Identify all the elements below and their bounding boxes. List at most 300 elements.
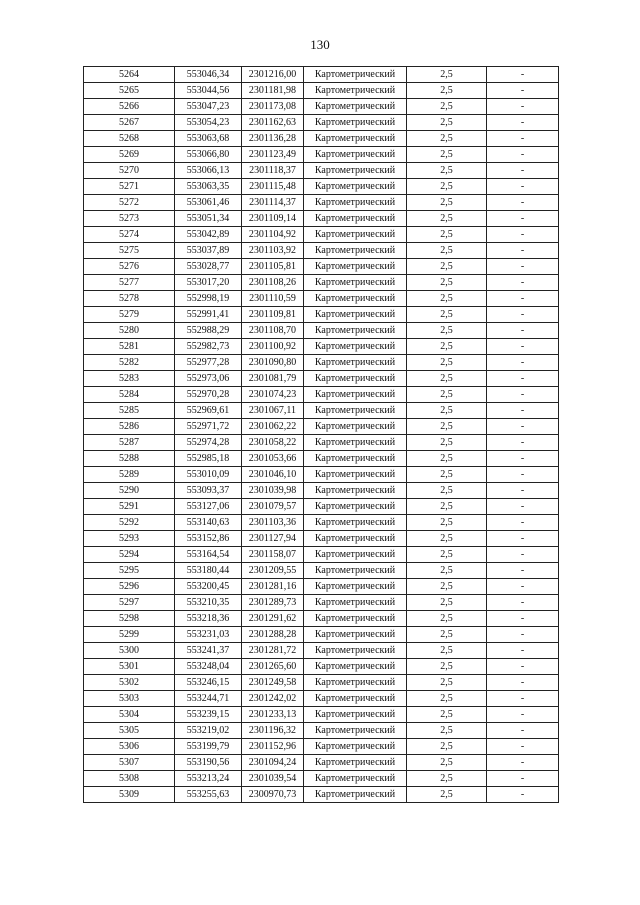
- method-cell: Картометрический: [304, 147, 407, 163]
- point-number-cell: 5299: [84, 627, 175, 643]
- point-number-cell: 5288: [84, 451, 175, 467]
- table-row: [84, 675, 559, 691]
- accuracy-cell: 2,5: [407, 243, 487, 259]
- y-coordinate-cell: 2301110,59: [242, 291, 304, 307]
- accuracy-cell: 2,5: [407, 723, 487, 739]
- method-cell: Картометрический: [304, 211, 407, 227]
- y-coordinate-cell: 2301074,23: [242, 387, 304, 403]
- accuracy-cell: 2,5: [407, 675, 487, 691]
- description-cell: -: [487, 67, 559, 83]
- method-cell: Картометрический: [304, 291, 407, 307]
- description-cell: -: [487, 115, 559, 131]
- accuracy-cell: 2,5: [407, 339, 487, 355]
- method-cell: Картометрический: [304, 723, 407, 739]
- method-cell: Картометрический: [304, 451, 407, 467]
- method-cell: Картометрический: [304, 435, 407, 451]
- description-cell: -: [487, 627, 559, 643]
- x-coordinate-cell: 553210,35: [175, 595, 242, 611]
- y-coordinate-cell: 2301039,54: [242, 771, 304, 787]
- point-number-cell: 5293: [84, 531, 175, 547]
- description-cell: -: [487, 483, 559, 499]
- description-cell: -: [487, 723, 559, 739]
- description-cell: -: [487, 531, 559, 547]
- method-cell: Картометрический: [304, 515, 407, 531]
- accuracy-cell: 2,5: [407, 531, 487, 547]
- table-row: [84, 163, 559, 179]
- table-row: [84, 211, 559, 227]
- point-number-cell: 5301: [84, 659, 175, 675]
- table-row: [84, 307, 559, 323]
- method-cell: Картометрический: [304, 771, 407, 787]
- method-cell: Картометрический: [304, 579, 407, 595]
- method-cell: Картометрический: [304, 611, 407, 627]
- y-coordinate-cell: 2301158,07: [242, 547, 304, 563]
- y-coordinate-cell: 2301114,37: [242, 195, 304, 211]
- point-number-cell: 5308: [84, 771, 175, 787]
- accuracy-cell: 2,5: [407, 547, 487, 563]
- point-number-cell: 5287: [84, 435, 175, 451]
- accuracy-cell: 2,5: [407, 691, 487, 707]
- method-cell: Картометрический: [304, 627, 407, 643]
- y-coordinate-cell: 2301216,00: [242, 67, 304, 83]
- coordinates-table-body: [84, 67, 559, 803]
- x-coordinate-cell: 553127,06: [175, 499, 242, 515]
- accuracy-cell: 2,5: [407, 147, 487, 163]
- y-coordinate-cell: 2300970,73: [242, 787, 304, 803]
- x-coordinate-cell: 553054,23: [175, 115, 242, 131]
- description-cell: -: [487, 563, 559, 579]
- y-coordinate-cell: 2301196,32: [242, 723, 304, 739]
- y-coordinate-cell: 2301288,28: [242, 627, 304, 643]
- x-coordinate-cell: 553239,15: [175, 707, 242, 723]
- accuracy-cell: 2,5: [407, 611, 487, 627]
- point-number-cell: 5266: [84, 99, 175, 115]
- x-coordinate-cell: 552977,28: [175, 355, 242, 371]
- x-coordinate-cell: 553244,71: [175, 691, 242, 707]
- accuracy-cell: 2,5: [407, 643, 487, 659]
- description-cell: -: [487, 611, 559, 627]
- accuracy-cell: 2,5: [407, 563, 487, 579]
- table-row: [84, 291, 559, 307]
- description-cell: -: [487, 499, 559, 515]
- description-cell: -: [487, 691, 559, 707]
- method-cell: Картометрический: [304, 467, 407, 483]
- y-coordinate-cell: 2301104,92: [242, 227, 304, 243]
- y-coordinate-cell: 2301103,36: [242, 515, 304, 531]
- accuracy-cell: 2,5: [407, 291, 487, 307]
- table-row: [84, 115, 559, 131]
- table-row: [84, 259, 559, 275]
- accuracy-cell: 2,5: [407, 499, 487, 515]
- description-cell: -: [487, 355, 559, 371]
- table-row: [84, 595, 559, 611]
- x-coordinate-cell: 552985,18: [175, 451, 242, 467]
- method-cell: Картометрический: [304, 547, 407, 563]
- accuracy-cell: 2,5: [407, 755, 487, 771]
- x-coordinate-cell: 553241,37: [175, 643, 242, 659]
- method-cell: Картометрический: [304, 339, 407, 355]
- y-coordinate-cell: 2301058,22: [242, 435, 304, 451]
- point-number-cell: 5269: [84, 147, 175, 163]
- accuracy-cell: 2,5: [407, 83, 487, 99]
- y-coordinate-cell: 2301108,70: [242, 323, 304, 339]
- description-cell: -: [487, 259, 559, 275]
- table-row: [84, 403, 559, 419]
- x-coordinate-cell: 553140,63: [175, 515, 242, 531]
- method-cell: Картометрический: [304, 275, 407, 291]
- point-number-cell: 5292: [84, 515, 175, 531]
- accuracy-cell: 2,5: [407, 387, 487, 403]
- x-coordinate-cell: 553152,86: [175, 531, 242, 547]
- x-coordinate-cell: 553066,13: [175, 163, 242, 179]
- table-row: [84, 339, 559, 355]
- description-cell: -: [487, 403, 559, 419]
- table-row: [84, 739, 559, 755]
- method-cell: Картометрический: [304, 563, 407, 579]
- table-row: [84, 243, 559, 259]
- method-cell: Картометрический: [304, 403, 407, 419]
- y-coordinate-cell: 2301118,37: [242, 163, 304, 179]
- y-coordinate-cell: 2301109,81: [242, 307, 304, 323]
- y-coordinate-cell: 2301100,92: [242, 339, 304, 355]
- y-coordinate-cell: 2301281,72: [242, 643, 304, 659]
- y-coordinate-cell: 2301105,81: [242, 259, 304, 275]
- x-coordinate-cell: 552982,73: [175, 339, 242, 355]
- method-cell: Картометрический: [304, 227, 407, 243]
- y-coordinate-cell: 2301289,73: [242, 595, 304, 611]
- y-coordinate-cell: 2301108,26: [242, 275, 304, 291]
- accuracy-cell: 2,5: [407, 211, 487, 227]
- description-cell: -: [487, 755, 559, 771]
- x-coordinate-cell: 553231,03: [175, 627, 242, 643]
- y-coordinate-cell: 2301209,55: [242, 563, 304, 579]
- accuracy-cell: 2,5: [407, 787, 487, 803]
- table-row: [84, 435, 559, 451]
- method-cell: Картометрический: [304, 67, 407, 83]
- point-number-cell: 5284: [84, 387, 175, 403]
- description-cell: -: [487, 643, 559, 659]
- y-coordinate-cell: 2301081,79: [242, 371, 304, 387]
- description-cell: -: [487, 675, 559, 691]
- point-number-cell: 5296: [84, 579, 175, 595]
- x-coordinate-cell: 552969,61: [175, 403, 242, 419]
- y-coordinate-cell: 2301062,22: [242, 419, 304, 435]
- description-cell: -: [487, 707, 559, 723]
- table-row: [84, 787, 559, 803]
- method-cell: Картометрический: [304, 99, 407, 115]
- x-coordinate-cell: 552998,19: [175, 291, 242, 307]
- description-cell: -: [487, 131, 559, 147]
- method-cell: Картометрический: [304, 691, 407, 707]
- method-cell: Картометрический: [304, 243, 407, 259]
- accuracy-cell: 2,5: [407, 579, 487, 595]
- point-number-cell: 5295: [84, 563, 175, 579]
- point-number-cell: 5272: [84, 195, 175, 211]
- table-row: [84, 643, 559, 659]
- point-number-cell: 5267: [84, 115, 175, 131]
- point-number-cell: 5290: [84, 483, 175, 499]
- table-row: [84, 99, 559, 115]
- point-number-cell: 5300: [84, 643, 175, 659]
- coordinates-table: [83, 66, 559, 803]
- accuracy-cell: 2,5: [407, 451, 487, 467]
- table-row: [84, 323, 559, 339]
- table-row: [84, 771, 559, 787]
- x-coordinate-cell: 552974,28: [175, 435, 242, 451]
- description-cell: -: [487, 179, 559, 195]
- y-coordinate-cell: 2301233,13: [242, 707, 304, 723]
- y-coordinate-cell: 2301115,48: [242, 179, 304, 195]
- accuracy-cell: 2,5: [407, 323, 487, 339]
- description-cell: -: [487, 211, 559, 227]
- method-cell: Картометрический: [304, 595, 407, 611]
- y-coordinate-cell: 2301103,92: [242, 243, 304, 259]
- description-cell: -: [487, 195, 559, 211]
- table-row: [84, 611, 559, 627]
- x-coordinate-cell: 553199,79: [175, 739, 242, 755]
- table-row: [84, 691, 559, 707]
- method-cell: Картометрический: [304, 163, 407, 179]
- y-coordinate-cell: 2301249,58: [242, 675, 304, 691]
- point-number-cell: 5264: [84, 67, 175, 83]
- point-number-cell: 5291: [84, 499, 175, 515]
- x-coordinate-cell: 553066,80: [175, 147, 242, 163]
- method-cell: Картометрический: [304, 83, 407, 99]
- method-cell: Картометрический: [304, 755, 407, 771]
- point-number-cell: 5265: [84, 83, 175, 99]
- method-cell: Картометрический: [304, 355, 407, 371]
- table-row: [84, 355, 559, 371]
- x-coordinate-cell: 553017,20: [175, 275, 242, 291]
- y-coordinate-cell: 2301281,16: [242, 579, 304, 595]
- y-coordinate-cell: 2301094,24: [242, 755, 304, 771]
- description-cell: -: [487, 771, 559, 787]
- point-number-cell: 5297: [84, 595, 175, 611]
- method-cell: Картометрический: [304, 259, 407, 275]
- table-row: [84, 67, 559, 83]
- point-number-cell: 5305: [84, 723, 175, 739]
- y-coordinate-cell: 2301173,08: [242, 99, 304, 115]
- description-cell: -: [487, 387, 559, 403]
- accuracy-cell: 2,5: [407, 659, 487, 675]
- table-row: [84, 451, 559, 467]
- accuracy-cell: 2,5: [407, 627, 487, 643]
- x-coordinate-cell: 553044,56: [175, 83, 242, 99]
- table-row: [84, 227, 559, 243]
- y-coordinate-cell: 2301053,66: [242, 451, 304, 467]
- x-coordinate-cell: 553010,09: [175, 467, 242, 483]
- y-coordinate-cell: 2301090,80: [242, 355, 304, 371]
- point-number-cell: 5274: [84, 227, 175, 243]
- x-coordinate-cell: 553028,77: [175, 259, 242, 275]
- description-cell: -: [487, 275, 559, 291]
- point-number-cell: 5279: [84, 307, 175, 323]
- method-cell: Картометрический: [304, 179, 407, 195]
- y-coordinate-cell: 2301152,96: [242, 739, 304, 755]
- point-number-cell: 5289: [84, 467, 175, 483]
- description-cell: -: [487, 291, 559, 307]
- point-number-cell: 5277: [84, 275, 175, 291]
- point-number-cell: 5268: [84, 131, 175, 147]
- accuracy-cell: 2,5: [407, 275, 487, 291]
- method-cell: Картометрический: [304, 531, 407, 547]
- description-cell: -: [487, 163, 559, 179]
- point-number-cell: 5285: [84, 403, 175, 419]
- point-number-cell: 5307: [84, 755, 175, 771]
- y-coordinate-cell: 2301127,94: [242, 531, 304, 547]
- y-coordinate-cell: 2301109,14: [242, 211, 304, 227]
- table-row: [84, 179, 559, 195]
- description-cell: -: [487, 323, 559, 339]
- accuracy-cell: 2,5: [407, 419, 487, 435]
- method-cell: Картометрический: [304, 707, 407, 723]
- point-number-cell: 5282: [84, 355, 175, 371]
- accuracy-cell: 2,5: [407, 355, 487, 371]
- table-row: [84, 579, 559, 595]
- point-number-cell: 5306: [84, 739, 175, 755]
- point-number-cell: 5302: [84, 675, 175, 691]
- description-cell: -: [487, 227, 559, 243]
- x-coordinate-cell: 553047,23: [175, 99, 242, 115]
- description-cell: -: [487, 435, 559, 451]
- x-coordinate-cell: 553063,68: [175, 131, 242, 147]
- table-row: [84, 419, 559, 435]
- y-coordinate-cell: 2301123,49: [242, 147, 304, 163]
- table-row: [84, 723, 559, 739]
- method-cell: Картометрический: [304, 131, 407, 147]
- table-row: [84, 195, 559, 211]
- accuracy-cell: 2,5: [407, 227, 487, 243]
- accuracy-cell: 2,5: [407, 403, 487, 419]
- x-coordinate-cell: 553190,56: [175, 755, 242, 771]
- point-number-cell: 5273: [84, 211, 175, 227]
- point-number-cell: 5286: [84, 419, 175, 435]
- table-row: [84, 547, 559, 563]
- y-coordinate-cell: 2301242,02: [242, 691, 304, 707]
- accuracy-cell: 2,5: [407, 739, 487, 755]
- description-cell: -: [487, 451, 559, 467]
- x-coordinate-cell: 553042,89: [175, 227, 242, 243]
- description-cell: -: [487, 787, 559, 803]
- point-number-cell: 5304: [84, 707, 175, 723]
- accuracy-cell: 2,5: [407, 435, 487, 451]
- table-row: [84, 755, 559, 771]
- point-number-cell: 5278: [84, 291, 175, 307]
- table-row: [84, 707, 559, 723]
- x-coordinate-cell: 552991,41: [175, 307, 242, 323]
- x-coordinate-cell: 553248,04: [175, 659, 242, 675]
- x-coordinate-cell: 553063,35: [175, 179, 242, 195]
- method-cell: Картометрический: [304, 787, 407, 803]
- x-coordinate-cell: 553255,63: [175, 787, 242, 803]
- x-coordinate-cell: 553218,36: [175, 611, 242, 627]
- y-coordinate-cell: 2301162,63: [242, 115, 304, 131]
- point-number-cell: 5280: [84, 323, 175, 339]
- table-row: [84, 499, 559, 515]
- description-cell: -: [487, 339, 559, 355]
- y-coordinate-cell: 2301067,11: [242, 403, 304, 419]
- table-row: [84, 563, 559, 579]
- x-coordinate-cell: 553213,24: [175, 771, 242, 787]
- description-cell: -: [487, 147, 559, 163]
- point-number-cell: 5270: [84, 163, 175, 179]
- method-cell: Картометрический: [304, 659, 407, 675]
- y-coordinate-cell: 2301136,28: [242, 131, 304, 147]
- table-row: [84, 275, 559, 291]
- description-cell: -: [487, 595, 559, 611]
- method-cell: Картометрический: [304, 307, 407, 323]
- y-coordinate-cell: 2301079,57: [242, 499, 304, 515]
- table-row: [84, 83, 559, 99]
- description-cell: -: [487, 547, 559, 563]
- method-cell: Картометрический: [304, 483, 407, 499]
- description-cell: -: [487, 371, 559, 387]
- x-coordinate-cell: 552973,06: [175, 371, 242, 387]
- point-number-cell: 5271: [84, 179, 175, 195]
- point-number-cell: 5276: [84, 259, 175, 275]
- x-coordinate-cell: 553200,45: [175, 579, 242, 595]
- accuracy-cell: 2,5: [407, 163, 487, 179]
- table-row: [84, 131, 559, 147]
- table-row: [84, 515, 559, 531]
- method-cell: Картометрический: [304, 419, 407, 435]
- accuracy-cell: 2,5: [407, 371, 487, 387]
- x-coordinate-cell: 553246,15: [175, 675, 242, 691]
- accuracy-cell: 2,5: [407, 483, 487, 499]
- method-cell: Картометрический: [304, 675, 407, 691]
- method-cell: Картометрический: [304, 195, 407, 211]
- x-coordinate-cell: 553180,44: [175, 563, 242, 579]
- x-coordinate-cell: 552988,29: [175, 323, 242, 339]
- y-coordinate-cell: 2301291,62: [242, 611, 304, 627]
- point-number-cell: 5298: [84, 611, 175, 627]
- table-row: [84, 147, 559, 163]
- description-cell: -: [487, 307, 559, 323]
- point-number-cell: 5294: [84, 547, 175, 563]
- method-cell: Картометрический: [304, 371, 407, 387]
- x-coordinate-cell: 553051,34: [175, 211, 242, 227]
- point-number-cell: 5283: [84, 371, 175, 387]
- method-cell: Картометрический: [304, 115, 407, 131]
- page-number: 130: [310, 37, 330, 52]
- x-coordinate-cell: 552970,28: [175, 387, 242, 403]
- accuracy-cell: 2,5: [407, 99, 487, 115]
- point-number-cell: 5303: [84, 691, 175, 707]
- description-cell: -: [487, 659, 559, 675]
- point-number-cell: 5281: [84, 339, 175, 355]
- description-cell: -: [487, 515, 559, 531]
- description-cell: -: [487, 579, 559, 595]
- description-cell: -: [487, 83, 559, 99]
- description-cell: -: [487, 99, 559, 115]
- accuracy-cell: 2,5: [407, 67, 487, 83]
- accuracy-cell: 2,5: [407, 131, 487, 147]
- y-coordinate-cell: 2301039,98: [242, 483, 304, 499]
- description-cell: -: [487, 243, 559, 259]
- x-coordinate-cell: 553093,37: [175, 483, 242, 499]
- point-number-cell: 5275: [84, 243, 175, 259]
- table-row: [84, 371, 559, 387]
- table-row: [84, 467, 559, 483]
- y-coordinate-cell: 2301265,60: [242, 659, 304, 675]
- method-cell: Картометрический: [304, 323, 407, 339]
- y-coordinate-cell: 2301046,10: [242, 467, 304, 483]
- method-cell: Картометрический: [304, 739, 407, 755]
- accuracy-cell: 2,5: [407, 259, 487, 275]
- point-number-cell: 5309: [84, 787, 175, 803]
- accuracy-cell: 2,5: [407, 179, 487, 195]
- description-cell: -: [487, 419, 559, 435]
